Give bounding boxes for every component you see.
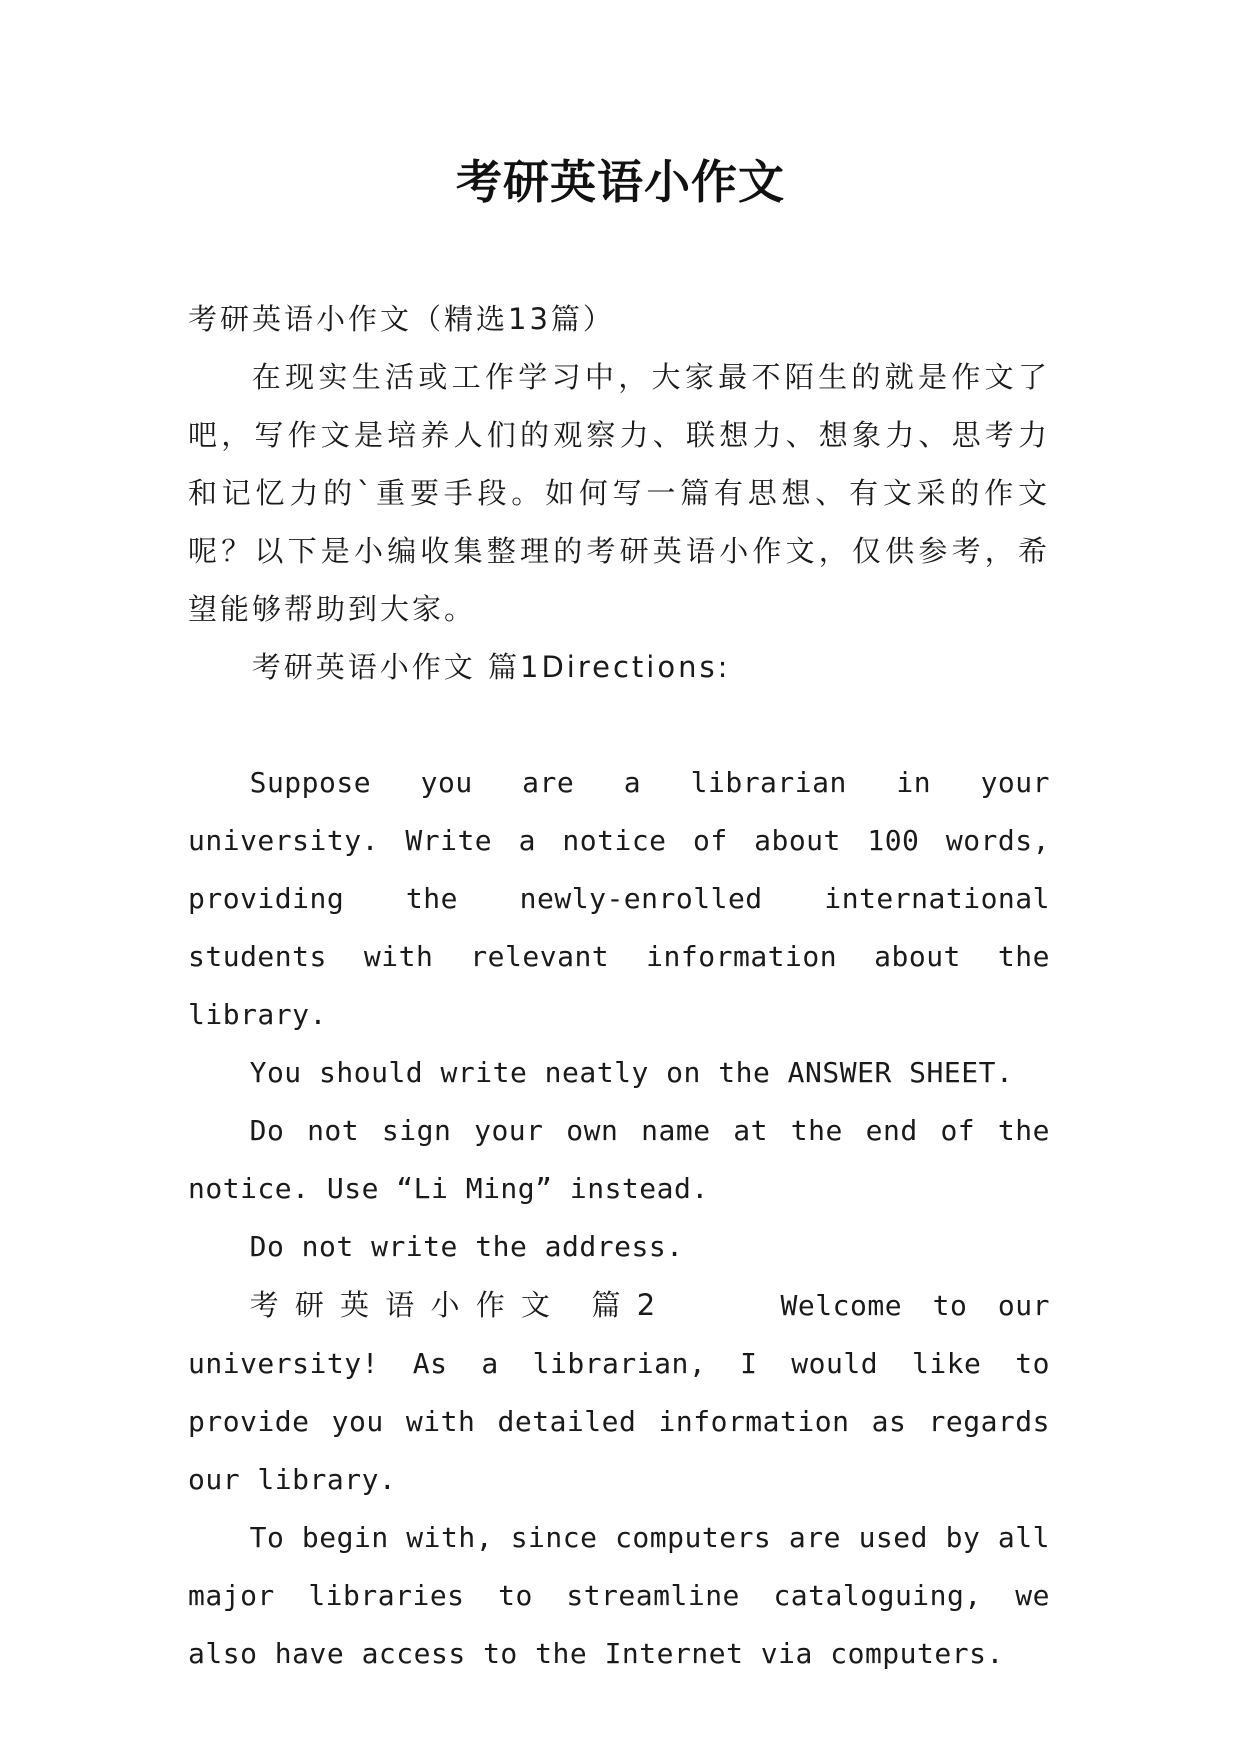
section-1-heading: 考研英语小作文 篇1Directions: [251, 650, 731, 684]
section-2-paragraph-2: To begin with, since computers are used by all major libraries to streamline cataloguing, we also have access to the Internet via computers. [188, 1521, 1050, 1670]
directions-paragraph-2: You should write neatly on the ANSWER SHEET. [249, 1056, 1014, 1089]
page-title: 考研英语小作文 [456, 155, 785, 209]
directions-paragraph-1: Suppose you are a librarian in your university. Write a notice of about 100 words, providing the newly-enrolled international students with relevant information about the library. [188, 766, 1050, 1031]
document-body [188, 290, 1050, 1683]
subtitle: 考研英语小作文（精选13篇） [188, 302, 615, 336]
section-2-heading: 考研英语小作文 篇2 [249, 1288, 659, 1322]
section-2-paragraph-1 [188, 1276, 1050, 1509]
intro-paragraph: 在现实生活或工作学习中，大家最不陌生的就是作文了吧，写作文是培养人们的观察力、联想力、想象力、思考力和记忆力的`重要手段。如何写一篇有思想、有文采的作文呢？以下是小编收集整理的考研英语小作文，仅供参考，希望能够帮助到大家。 [188, 360, 1050, 626]
blank-line [188, 696, 1050, 754]
section-2-text: Welcome to our university! As a librarian, I would like to provide you with detailed information as regards our library. [188, 1289, 1050, 1496]
directions-paragraph-4: Do not write the address. [249, 1230, 684, 1263]
directions-paragraph-3: Do not sign your own name at the end of the notice. Use “Li Ming” instead. [188, 1114, 1050, 1205]
